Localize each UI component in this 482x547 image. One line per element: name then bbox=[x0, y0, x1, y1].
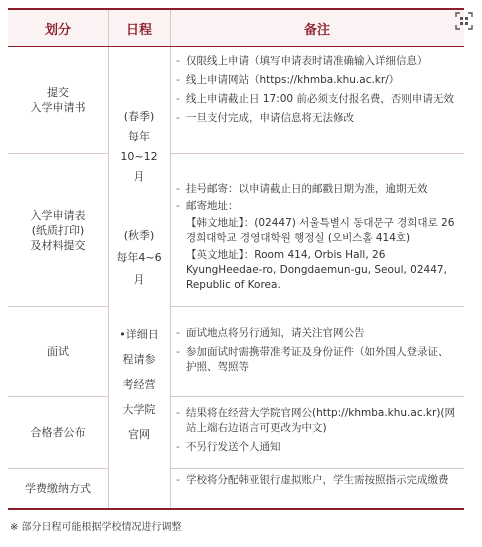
row-label-submit-documents: 入学申请表 (纸质打印) 及材料提交 bbox=[30, 208, 86, 252]
row-label-interview: 面试 bbox=[47, 345, 69, 358]
schedule-spring: (春季) 每年 10~12 月 bbox=[120, 110, 158, 183]
note-item: - 线上申请截止日 17:00 前必须支付报名费，否则申请无效 bbox=[174, 92, 458, 107]
note-item: - 结果将在经营大学院官网公(http://khmba.khu.ac.kr)(网站上端右边语言可更改为中文) bbox=[174, 406, 458, 436]
notes-tuition bbox=[170, 473, 464, 488]
schedule-fall: (秋季) 每年4~6 月 bbox=[116, 229, 162, 286]
notes-submit-application bbox=[170, 54, 464, 126]
note-item: - 仅限线上申请（填写申请表时请准确输入详细信息） bbox=[174, 54, 458, 69]
note-item: - 挂号邮寄：以申请截止日的邮戳日期为准，逾期无效 bbox=[174, 182, 458, 197]
header-remarks: 备注 bbox=[170, 10, 464, 46]
note-item: - 不另行发送个人通知 bbox=[174, 440, 458, 455]
header-schedule: 日程 bbox=[108, 10, 170, 46]
note-item: - 邮寄地址： bbox=[174, 199, 458, 214]
header-category: 划分 bbox=[8, 10, 108, 46]
row-label-tuition: 学费缴纳方式 bbox=[25, 482, 91, 495]
note-item: - 线上申请网站（https://khmba.khu.ac.kr/） bbox=[174, 73, 458, 88]
note-item: - 一旦支付完成，申请信息将无法修改 bbox=[174, 111, 458, 126]
notes-submit-documents bbox=[170, 182, 464, 293]
row-label-submit-application: 提交 入学申请书 bbox=[30, 86, 86, 114]
notes-results bbox=[170, 406, 464, 455]
korean-address: 【韩文地址】：(02447) 서울특별시 동대문구 경희대로 26 경희대학교 경영대학원 행정실 (오비스홀 414호) bbox=[186, 217, 455, 244]
scan-icon[interactable] bbox=[455, 12, 473, 30]
note-item: - 参加面试时需携带准考证及身份证件（如外国人登录证、护照、驾照等 bbox=[174, 345, 458, 375]
note-item: - 面试地点将另行通知，请关注官网公告 bbox=[174, 326, 458, 341]
schedule-table bbox=[8, 8, 464, 510]
schedule-detail-note: •详细日 程请参 考经营 大学院 官网 bbox=[119, 328, 159, 441]
row-label-results: 合格者公布 bbox=[30, 426, 86, 439]
footnote: ※ 部分日程可能根据学校情况进行调整 bbox=[10, 522, 182, 533]
english-address: 【英文地址】：Room 414, Orbis Hall, 26 KyungHeedae-ro, Dongdaemun-gu, Seoul, 02447, Republic of Korea. bbox=[186, 249, 447, 291]
note-item: - 学校将分配韩亚银行虚拟账户，学生需按照指示完成缴费 bbox=[174, 473, 458, 488]
notes-interview bbox=[170, 326, 464, 375]
